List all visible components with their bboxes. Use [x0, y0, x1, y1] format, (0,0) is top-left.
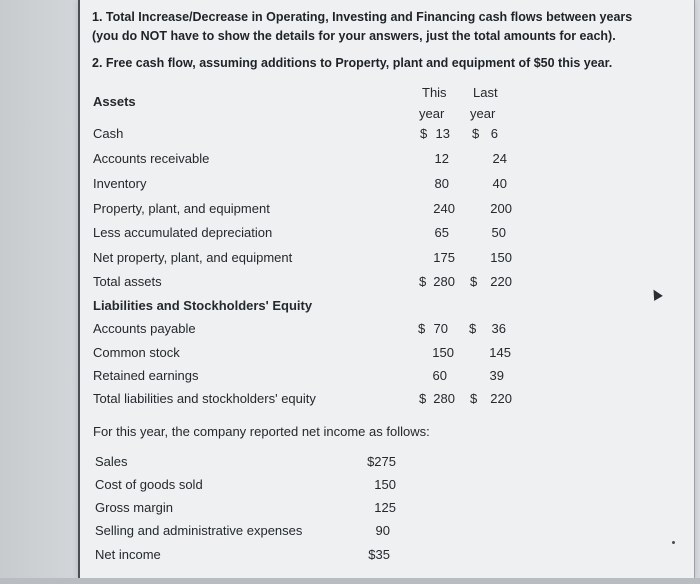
currency-sign: $: [419, 274, 427, 289]
last-year-value: 145: [489, 345, 511, 360]
last-year-value: 24: [492, 151, 507, 166]
this-year-value: 12: [434, 151, 449, 166]
income-row-label: Sales: [95, 454, 128, 469]
last-year-value: 150: [490, 250, 512, 265]
col-this-label-2: year: [419, 106, 445, 121]
this-year-value: 13: [435, 126, 450, 141]
income-row-value: 90: [375, 523, 390, 538]
income-intro: For this year, the company reported net income as follows:: [93, 424, 430, 439]
currency-sign: $: [470, 274, 478, 289]
this-year-value: 280: [433, 274, 455, 289]
last-year-value: 220: [490, 391, 512, 406]
row-label: Property, plant, and equipment: [93, 201, 270, 216]
question-1-line-2: (you do NOT have to show the details for your answers, just the total amounts for each).: [92, 29, 616, 43]
row-label: Total assets: [93, 274, 162, 289]
question-1-line-1: 1. Total Increase/Decrease in Operating, Investing and Financing cash flows between years: [92, 10, 633, 24]
income-row-value: $35: [368, 547, 390, 562]
income-row-label: Gross margin: [95, 500, 174, 515]
last-year-value: 6: [490, 126, 498, 141]
currency-sign: $: [418, 321, 426, 336]
last-year-value: 39: [489, 368, 504, 383]
col-last-label-1: Last: [473, 85, 498, 100]
row-label: Common stock: [93, 345, 180, 360]
question-2: 2. Free cash flow, assuming additions to Property, plant and equipment of $50 this year.: [92, 56, 613, 70]
this-year-value: 175: [433, 250, 455, 265]
this-year-value: 280: [433, 391, 455, 406]
page-bottom-edge: [0, 578, 700, 584]
last-year-value: 50: [491, 225, 506, 240]
income-row-label: Selling and administrative expenses: [95, 523, 303, 538]
this-year-value: 60: [432, 368, 447, 383]
this-year-value: 150: [432, 345, 454, 360]
liabilities-heading: Liabilities and Stockholders' Equity: [93, 298, 313, 313]
last-year-value: 200: [490, 201, 512, 216]
background-left: [0, 0, 82, 584]
row-label: Net property, plant, and equipment: [93, 250, 293, 265]
income-row-label: Net income: [95, 547, 161, 562]
row-label: Less accumulated depreciation: [93, 225, 273, 240]
row-label: Retained earnings: [93, 368, 199, 383]
row-label: Accounts receivable: [93, 151, 210, 166]
currency-sign: $: [472, 126, 480, 141]
this-year-value: 80: [434, 176, 449, 191]
row-label: Inventory: [93, 176, 147, 191]
stray-dot: [672, 541, 675, 544]
currency-sign: $: [420, 126, 428, 141]
income-row-value: 125: [374, 500, 396, 515]
income-row-label: Cost of goods sold: [95, 477, 203, 492]
income-row-value: $275: [367, 454, 396, 469]
income-row-value: 150: [374, 477, 396, 492]
last-year-value: 40: [492, 176, 507, 191]
assets-heading: Assets: [93, 94, 136, 109]
col-last-label-2: year: [470, 106, 496, 121]
currency-sign: $: [470, 391, 478, 406]
row-label: Accounts payable: [93, 321, 196, 336]
row-label: Cash: [93, 126, 124, 141]
last-year-value: 36: [491, 321, 506, 336]
this-year-value: 70: [433, 321, 448, 336]
document-page: [78, 0, 695, 580]
this-year-value: 240: [433, 201, 455, 216]
last-year-value: 220: [490, 274, 512, 289]
this-year-value: 65: [434, 225, 449, 240]
row-label: Total liabilities and stockholders' equity: [93, 391, 316, 406]
currency-sign: $: [469, 321, 477, 336]
currency-sign: $: [419, 391, 427, 406]
col-this-label-1: This: [422, 85, 447, 100]
